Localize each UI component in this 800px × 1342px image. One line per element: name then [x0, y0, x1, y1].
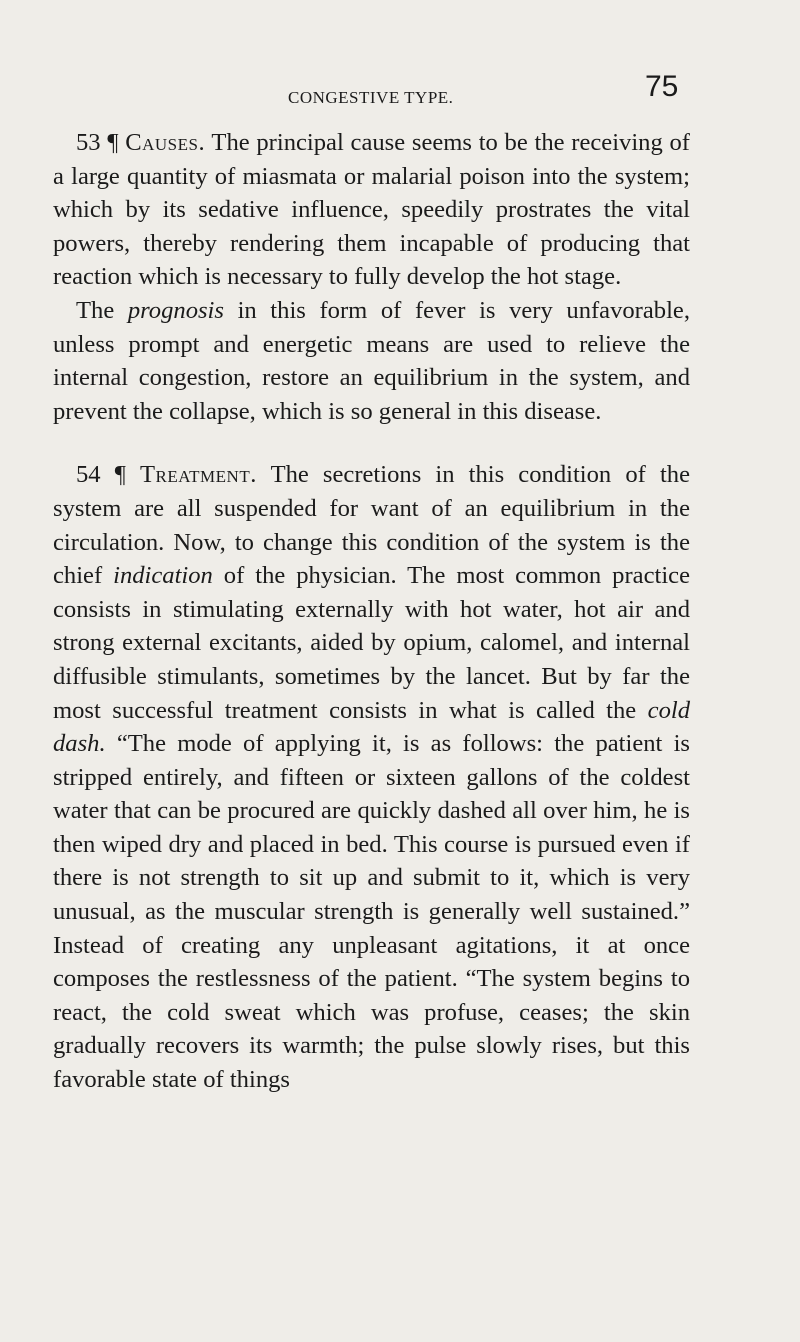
paragraph-prognosis: [53, 294, 690, 428]
paragraph-text: The principal cause seems to be the receiving of a large quantity of miasmata or malarial poison into the system; which by its sedative influence, speedily prostrates the vital powers, thereby rendering them incapable of producing that reaction which is necessary to fully develop the hot stage.: [53, 129, 690, 291]
paragraph-text: in this form of fever is very unfavorable, unless prompt and energetic means are used to relieve the internal congestion, restore an equilibrium in the system, and prevent the collapse, which is so general in this disease.: [53, 296, 690, 425]
page-number: 75: [645, 70, 679, 103]
paragraph-causes: [53, 126, 690, 294]
section-number: 54: [76, 461, 101, 489]
section-heading-treatment: Treatment.: [140, 461, 257, 489]
paragraph-lead: The: [76, 296, 128, 324]
italic-term-indication: indication: [113, 562, 213, 590]
section-heading-causes: Causes.: [125, 129, 206, 156]
paragraph-text: “The mode of applying it, is as follows: the patient is stripped entirely, and fifteen or sixteen gallons of the coldest water that can be procured are quickly dashed all over him, he is then wiped dry and placed in bed. This course is pursued even if there is not strength to sit up and submit to it, which is very unusual, as the muscular strength is generally well sustained.” Instead of creating any unpleasant agitations, it at once composes the restlessness of the patient. “The system begins to react, the cold sweat which was profuse, ceases; the skin gradually recovers its warmth; the pulse slowly rises, but this favorable state of things: [53, 730, 690, 1094]
pilcrow-icon: ¶: [114, 461, 126, 489]
pilcrow-icon: ¶: [107, 129, 119, 156]
body-text: [53, 126, 690, 1097]
paragraph-treatment: [53, 458, 690, 1096]
paragraph-text: of the physician. The most common practice consists in stimulating externally with hot water, hot air and strong external excitants, aided by opium, calomel, and internal diffusible stimulants, sometimes by the lancet. But by far the most successful treatment consists in what is called the: [53, 562, 690, 724]
running-head: CONGESTIVE TYPE.: [288, 88, 454, 107]
italic-term-prognosis: prognosis: [127, 296, 224, 324]
italic-term-cold-dash: cold dash.: [53, 696, 690, 758]
paragraph-text: The secretions in this condition of the system are all suspended for want of an equilibrium in the circulation. Now, to change this condition of the system is the chief: [53, 461, 690, 590]
section-number: 53: [76, 129, 101, 156]
